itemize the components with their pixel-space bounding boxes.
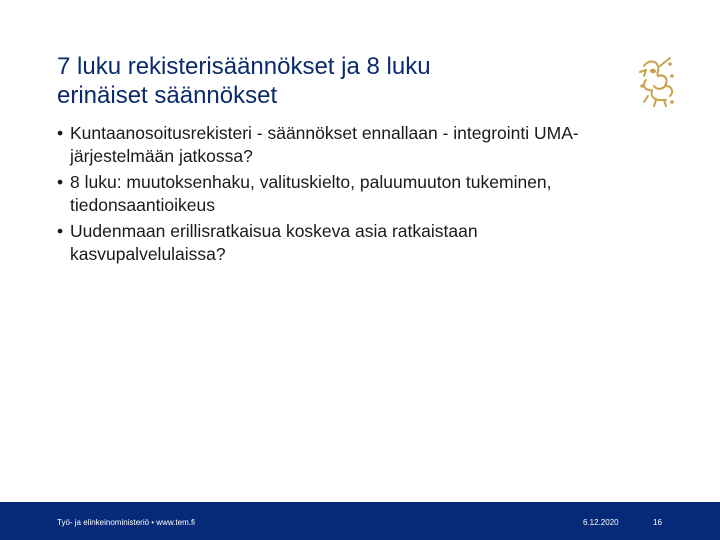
footer-bar [0, 502, 720, 540]
footer-organization: Työ- ja elinkeinoministeriö • www.tem.fi [57, 518, 195, 527]
finnish-lion-coat-of-arms-icon [636, 56, 676, 108]
slide-title-line-2: erinäiset säännökset [57, 82, 278, 109]
bullet-list [57, 122, 677, 269]
page-number: 16 [653, 518, 662, 527]
bullet-text-line: kasvupalvelulaissa? [70, 244, 226, 264]
bullet-marker: • [57, 221, 64, 241]
list-item [57, 122, 677, 168]
bullet-text-line: Uudenmaan erillisratkaisua koskeva asia ratkaistaan [70, 221, 478, 241]
list-item [57, 171, 677, 217]
bullet-marker: • [57, 123, 64, 143]
footer-date: 6.12.2020 [583, 518, 619, 527]
slide-title-line-1: 7 luku rekisterisäännökset ja 8 luku [57, 53, 431, 80]
list-item [57, 220, 677, 266]
bullet-text-line: 8 luku: muutoksenhaku, valituskielto, paluumuuton tukeminen, [70, 172, 552, 192]
slide-title [57, 52, 597, 110]
bullet-text-line: tiedonsaantioikeus [70, 195, 215, 215]
bullet-text-line: Kuntaanosoitusrekisteri - säännökset ennallaan - integrointi UMA- [70, 123, 579, 143]
bullet-marker: • [57, 172, 64, 192]
bullet-text-line: järjestelmään jatkossa? [70, 146, 253, 166]
